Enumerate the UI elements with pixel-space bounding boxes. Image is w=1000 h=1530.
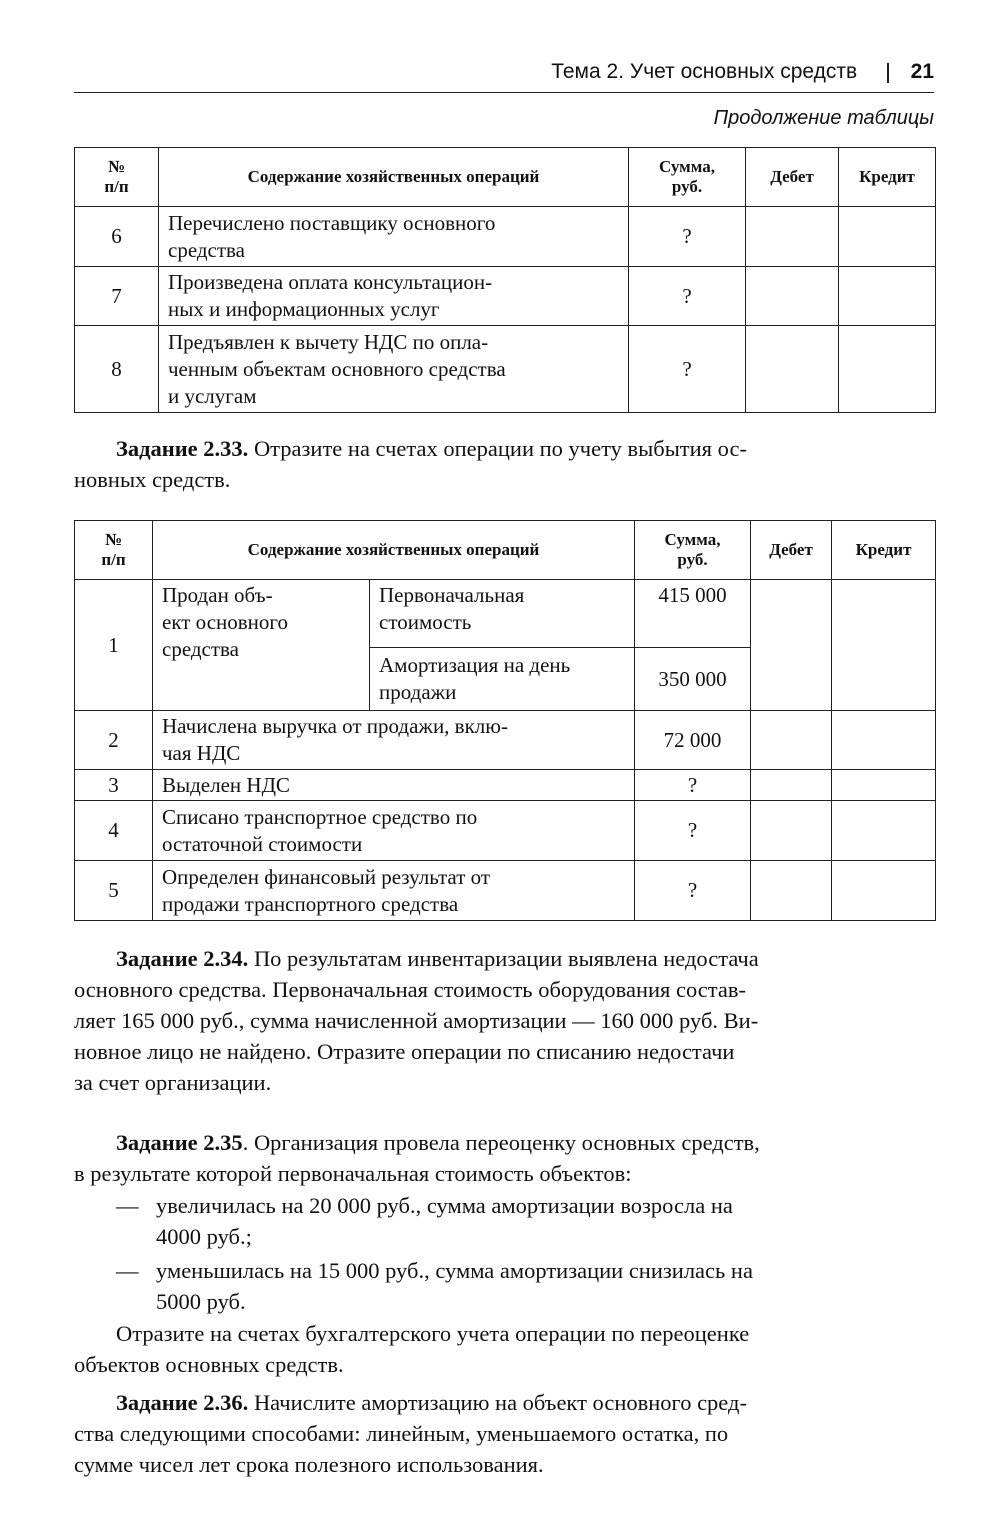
task-label: Задание 2.35 <box>116 1130 243 1155</box>
task-2-33: Задание 2.33. Отразите на счетах операции по учету выбытия ос- новных средств. <box>74 436 747 492</box>
operation-sum: 350 000 <box>635 648 751 711</box>
operation-text: Произведена оплата консультацион- ных и информационных услуг <box>159 267 629 326</box>
row-number: 1 <box>75 580 153 711</box>
operation-text: Начислена выручка от продажи, вклю- чая НДС <box>153 711 635 770</box>
row-number: 7 <box>75 267 159 326</box>
operations-table-continued <box>74 147 936 413</box>
debit-cell <box>746 267 839 326</box>
table-header-row <box>75 521 936 580</box>
col-credit-header: Кредит <box>832 521 936 580</box>
debit-cell <box>751 770 832 801</box>
debit-cell <box>751 861 832 921</box>
credit-cell <box>832 580 936 711</box>
operation-text: Выделен НДС <box>153 770 635 801</box>
col-credit-header: Кредит <box>839 148 936 207</box>
header-separator <box>887 63 889 83</box>
operation-sum: ? <box>629 267 746 326</box>
col-num-header: № п/п <box>75 148 159 207</box>
debit-cell <box>751 580 832 711</box>
col-content-header: Содержание хозяйственных операций <box>153 521 635 580</box>
task-2-36: Задание 2.36. Начислите амортизацию на объект основного сред- ства следующими способами: линейным, уменьшаемого остатка, по сумме чисел лет срока полезного использования. <box>74 1390 747 1477</box>
operation-sum: 415 000 <box>635 580 751 648</box>
operation-sum: ? <box>635 770 751 801</box>
debit-cell <box>751 801 832 861</box>
table-continuation-label: Продолжение таблицы <box>713 107 934 129</box>
col-debit-header: Дебет <box>746 148 839 207</box>
task-label: Задание 2.33. <box>116 436 249 461</box>
table-row <box>75 711 936 770</box>
col-debit-header: Дебет <box>751 521 832 580</box>
operation-text: Перечислено поставщику основного средства <box>159 207 629 267</box>
table-row <box>75 326 936 413</box>
list-item: — увеличилась на 20 000 руб., сумма амортизации возросла на 4000 руб.; <box>74 1190 935 1252</box>
operation-text: Предъявлен к вычету НДС по опла- ченным объектам основного средства и услугам <box>159 326 629 413</box>
operation-sum: ? <box>635 861 751 921</box>
col-sum-header: Сумма, руб. <box>635 521 751 580</box>
row-number: 6 <box>75 207 159 267</box>
task-2-34: Задание 2.34. По результатам инвентаризации выявлена недостача основного средства. Первоначальная стоимость оборудования состав- ляет 165 000 руб., сумма начисленной амортизации — 160 000 руб. Ви- новное лицо не найдено. Отразите операции по списанию недостачи за счет организации. <box>74 946 759 1095</box>
credit-cell <box>839 207 936 267</box>
table-row <box>75 267 936 326</box>
task-2-35: Задание 2.35. Организация провела переоценку основных средств, в результате которой первоначальная стоимость объектов: <box>74 1130 760 1186</box>
page-header <box>74 52 934 93</box>
table-row <box>75 770 936 801</box>
operation-sum: 72 000 <box>635 711 751 770</box>
table-row <box>75 801 936 861</box>
credit-cell <box>839 326 936 413</box>
task-label: Задание 2.36. <box>116 1390 249 1415</box>
row-number: 2 <box>75 711 153 770</box>
operation-text: Определен финансовый результат от продажи транспортного средства <box>153 861 635 921</box>
debit-cell <box>751 711 832 770</box>
task-label: Задание 2.34. <box>116 946 249 971</box>
dash-marker: — <box>116 1193 139 1218</box>
row-number: 4 <box>75 801 153 861</box>
credit-cell <box>832 861 936 921</box>
task-2-35-conclusion: Отразите на счетах бухгалтерского учета операции по переоценке объектов основных средств. <box>74 1321 750 1377</box>
operation-text: Продан объ- ект основного средства <box>153 580 370 711</box>
operation-sum: ? <box>635 801 751 861</box>
operation-sum: ? <box>629 326 746 413</box>
list-item: — уменьшилась на 15 000 руб., сумма амортизации снизилась на 5000 руб. <box>74 1255 935 1317</box>
row-number: 3 <box>75 770 153 801</box>
operation-text: Списано транспортное средство по остаточной стоимости <box>153 801 635 861</box>
col-num-header: № п/п <box>75 521 153 580</box>
disposal-operations-table <box>74 520 936 921</box>
table-row <box>75 861 936 921</box>
table-row <box>75 580 936 648</box>
dash-marker: — <box>116 1258 139 1283</box>
col-sum-header: Сумма, руб. <box>629 148 746 207</box>
debit-cell <box>746 207 839 267</box>
table-row <box>75 207 936 267</box>
col-content-header: Содержание хозяйственных операций <box>159 148 629 207</box>
table-header-row <box>75 148 936 207</box>
credit-cell <box>832 770 936 801</box>
credit-cell <box>839 267 936 326</box>
credit-cell <box>832 711 936 770</box>
row-number: 5 <box>75 861 153 921</box>
debit-cell <box>746 326 839 413</box>
operation-sum: ? <box>629 207 746 267</box>
page-number: 21 <box>910 60 934 83</box>
sub-operation-text: Первоначальная стоимость <box>370 580 635 648</box>
running-title: Тема 2. Учет основных средств <box>551 60 858 83</box>
credit-cell <box>832 801 936 861</box>
row-number: 8 <box>75 326 159 413</box>
sub-operation-text: Амортизация на день продажи <box>370 648 635 711</box>
